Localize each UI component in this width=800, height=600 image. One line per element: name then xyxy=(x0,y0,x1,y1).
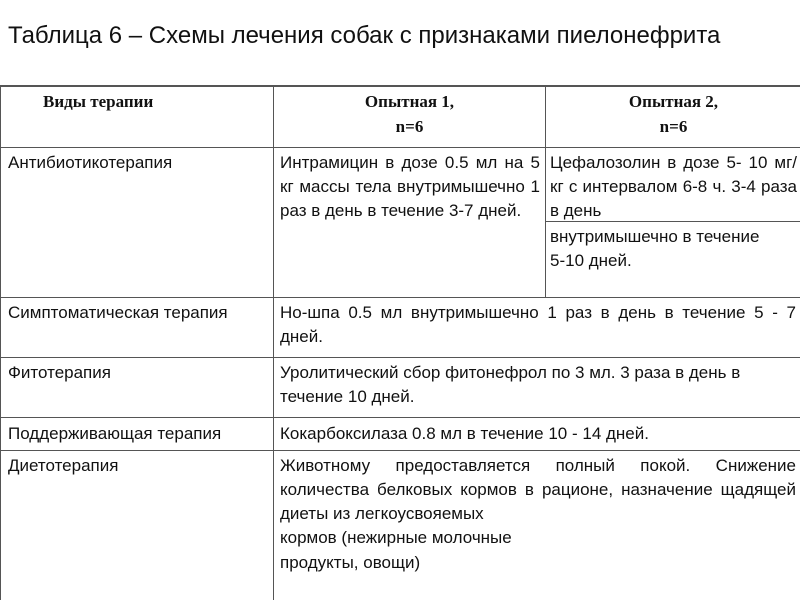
header-group-2-n: n=6 xyxy=(659,117,688,136)
common-diet-part3: продукты, овощи) xyxy=(280,553,421,572)
header-group-1-name: Опытная 1, xyxy=(364,92,455,111)
grid-line-row-header xyxy=(1,147,800,148)
therapy-phyto: Фитотерапия xyxy=(8,363,111,382)
common-diet-part2: кормов (нежирные молочные xyxy=(280,528,512,547)
therapy-support: Поддерживающая терапия xyxy=(8,424,222,443)
header-group-2 xyxy=(546,89,800,139)
grid-line-row-antibiotic xyxy=(1,297,800,298)
header-therapy-type xyxy=(43,89,263,114)
group-1-antibiotic: Интрамицин в дозе 0.5 мл на 5 кг массы тела внутримышечно 1 раз в день в течение 3-7 дней. xyxy=(280,153,540,220)
common-phyto: Уролитический сбор фитонефрол по 3 мл. 3 раза в день в течение 10 дней. xyxy=(280,363,741,406)
header-group-1-n: n=6 xyxy=(395,117,424,136)
common-support: Кокарбоксилаза 0.8 мл в течение 10 - 14 дней. xyxy=(280,424,649,443)
group-2-antibiotic-part1: Цефалозолин в дозе 5- 10 мг/кг с интервалом 6-8 ч. 3-4 раза в день xyxy=(550,153,797,220)
common-symptomatic: Но-шпа 0.5 мл внутримышечно 1 раз в день в течение 5 - 7 дней. xyxy=(280,303,796,346)
therapy-antibiotic: Антибиотикотерапия xyxy=(8,153,173,172)
treatment-table xyxy=(0,85,800,600)
therapy-symptomatic: Симптоматическая терапия xyxy=(8,303,228,322)
header-therapy-type-text: Виды терапии xyxy=(43,92,154,111)
header-group-1 xyxy=(274,89,545,139)
therapy-diet: Диетотерапия xyxy=(8,456,119,475)
header-group-2-name: Опытная 2, xyxy=(628,92,719,111)
grid-line-col1 xyxy=(273,87,274,600)
grid-line-row-support xyxy=(1,450,800,451)
grid-line-row-phyto xyxy=(1,417,800,418)
common-diet-part1: Животному предоставляется полный покой. Снижение количества белковых кормов в рационе, назначение щадящей диеты из легкоусвояемых xyxy=(280,456,796,523)
table-title: Таблица 6 – Схемы лечения собак с признаками пиелонефрита xyxy=(8,22,721,49)
group-2-antibiotic-part2: внутримышечно в течение 5-10 дней. xyxy=(550,227,760,270)
grid-line-row-symptomatic xyxy=(1,357,800,358)
